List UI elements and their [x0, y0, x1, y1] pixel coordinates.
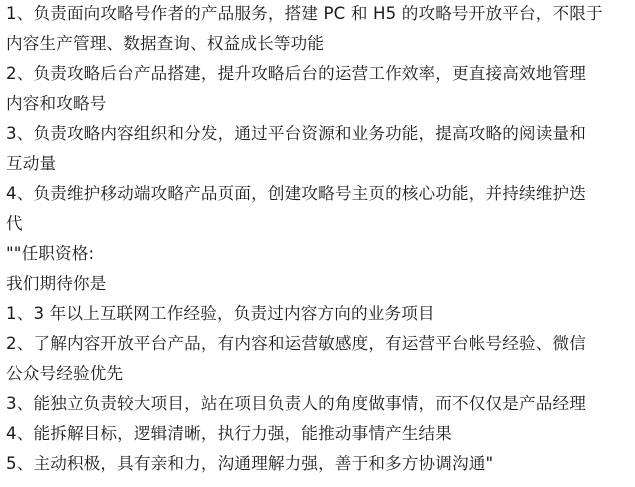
- text-line: ""任职资格:: [6, 244, 95, 263]
- text-line: 1、负责面向攻略号作者的产品服务，搭建 PC 和 H5 的攻略号开放平台，不限于: [6, 4, 603, 23]
- text-line: 5、主动积极，具有亲和力，沟通理解力强，善于和多方协调沟通": [6, 454, 494, 473]
- text-line: 内容和攻略号: [6, 94, 107, 113]
- text-line: 3、能独立负责较大项目，站在项目负责人的角度做事情，而不仅仅是产品经理: [6, 394, 586, 413]
- text-line: 代: [6, 214, 23, 233]
- text-line: 4、负责维护移动端攻略产品页面，创建攻略号主页的核心功能，并持续维护迭: [6, 184, 586, 203]
- text-line: 内容生产管理、数据查询、权益成长等功能: [6, 34, 325, 53]
- text-line: 我们期待你是: [6, 274, 107, 293]
- text-line: 1、3 年以上互联网工作经验，负责过内容方向的业务项目: [6, 304, 435, 323]
- text-line: 2、了解内容开放平台产品，有内容和运营敏感度，有运营平台帐号经验、微信: [6, 334, 586, 353]
- text-line: 3、负责攻略内容组织和分发，通过平台资源和业务功能，提高攻略的阅读量和: [6, 124, 586, 143]
- text-line: 4、能拆解目标，逻辑清晰，执行力强，能推动事情产生结果: [6, 424, 453, 443]
- text-line: 互动量: [6, 154, 57, 173]
- text-line: 2、负责攻略后台产品搭建，提升攻略后台的运营工作效率，更直接高效地管理: [6, 64, 586, 83]
- text-line: 公众号经验优先: [6, 364, 124, 383]
